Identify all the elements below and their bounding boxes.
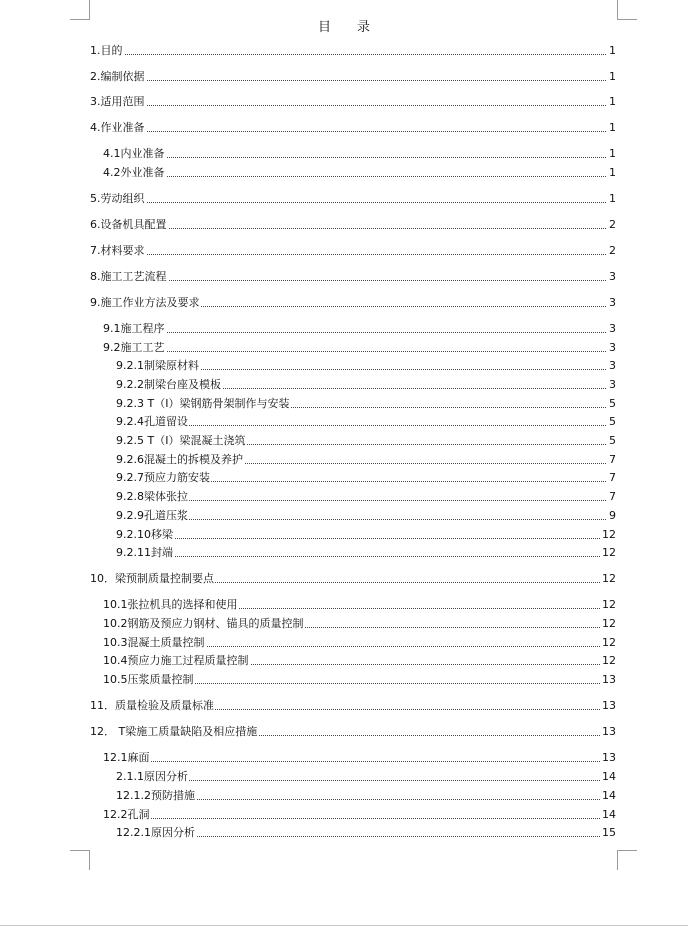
toc-entry-title: 4.作业准备	[90, 121, 145, 134]
toc-entry-title: 5.劳动组织	[90, 192, 145, 205]
toc-page-number: 12	[602, 654, 616, 667]
toc-entry-title: 10.3混凝土质量控制	[103, 636, 205, 649]
toc-page-number: 1	[609, 192, 616, 205]
toc-page-number: 3	[609, 341, 616, 354]
toc-page-number: 12	[602, 546, 616, 559]
toc-entry[interactable]	[0, 724, 688, 740]
toc-entry-title: 12.1.2预防措施	[116, 789, 195, 802]
toc-entry[interactable]	[0, 433, 688, 449]
toc-entry[interactable]	[0, 377, 688, 393]
toc-leader-dots	[103, 818, 608, 819]
toc-entry-title: 8.施工工艺流程	[90, 270, 167, 283]
toc-entry-title: 4.1内业准备	[103, 147, 165, 160]
toc-entry[interactable]	[0, 788, 688, 804]
toc-page-number: 14	[602, 789, 616, 802]
toc-leader-dots	[90, 105, 608, 106]
toc-entry-title: 9.2.3 T（I）梁钢筋骨架制作与安装	[116, 397, 290, 410]
toc-entry[interactable]	[0, 653, 688, 669]
toc-page-number: 2	[609, 218, 616, 231]
toc-entry[interactable]	[0, 769, 688, 785]
toc-leader-dots	[90, 280, 608, 281]
toc-entry-title: 12.2.1原因分析	[116, 826, 195, 839]
toc-entry[interactable]	[0, 635, 688, 651]
toc-page-number: 14	[602, 770, 616, 783]
toc-page-number: 3	[609, 359, 616, 372]
toc-entry[interactable]	[0, 414, 688, 430]
toc-entry[interactable]	[0, 69, 688, 85]
toc-page-number: 1	[609, 70, 616, 83]
toc-page-number: 1	[609, 121, 616, 134]
toc-page-number: 13	[602, 725, 616, 738]
toc-entry-title: 3.适用范围	[90, 95, 145, 108]
toc-entry-title: 6.设备机具配置	[90, 218, 167, 231]
toc-leader-dots	[103, 761, 608, 762]
toc-entry[interactable]	[0, 358, 688, 374]
toc-leader-dots	[116, 780, 608, 781]
toc-entry-title: 10．梁预制质量控制要点	[90, 572, 214, 585]
toc-entry[interactable]	[0, 470, 688, 486]
toc-entry-title: 9.2.2制梁台座及模板	[116, 378, 221, 391]
toc-entry-title: 7.材料要求	[90, 244, 145, 257]
toc-entry[interactable]	[0, 191, 688, 207]
toc-leader-dots	[90, 254, 608, 255]
toc-entry[interactable]	[0, 243, 688, 259]
toc-leader-dots	[90, 131, 608, 132]
toc-leader-dots	[116, 538, 608, 539]
toc-entry-title: 9.2.8梁体张拉	[116, 490, 188, 503]
toc-page-number: 5	[609, 434, 616, 447]
toc-entry[interactable]	[0, 597, 688, 613]
toc-entry-title: 9.2.7预应力筋安装	[116, 471, 210, 484]
toc-entry-title: 9.施工作业方法及要求	[90, 296, 200, 309]
toc-entry[interactable]	[0, 165, 688, 181]
toc-page-number: 3	[609, 270, 616, 283]
toc-entry[interactable]	[0, 340, 688, 356]
toc-leader-dots	[103, 157, 608, 158]
toc-entry[interactable]	[0, 545, 688, 561]
toc-page-number: 3	[609, 378, 616, 391]
toc-page-number: 9	[609, 509, 616, 522]
toc-entry-title: 9.1施工程序	[103, 322, 165, 335]
toc-entry[interactable]	[0, 616, 688, 632]
page-bottom-edge	[0, 925, 688, 926]
toc-leader-dots	[90, 80, 608, 81]
toc-entry[interactable]	[0, 396, 688, 412]
toc-page-number: 12	[602, 636, 616, 649]
toc-entry-title: 4.2外业准备	[103, 166, 165, 179]
margin-mark-bottom-left	[70, 850, 90, 870]
toc-leader-dots	[116, 425, 608, 426]
toc-page-number: 13	[602, 751, 616, 764]
toc-entry[interactable]	[0, 321, 688, 337]
toc-entry-title: 9.2.10移梁	[116, 528, 173, 541]
toc-entry-title: 9.2.6混凝土的拆模及养护	[116, 453, 243, 466]
toc-entry-title: 9.2.5 T（I）梁混凝土浇筑	[116, 434, 246, 447]
toc-title: 目 录	[317, 20, 370, 35]
toc-leader-dots	[116, 519, 608, 520]
toc-page-number: 7	[609, 453, 616, 466]
margin-mark-bottom-right	[617, 850, 637, 870]
toc-leader-dots	[103, 176, 608, 177]
toc-entry[interactable]	[0, 489, 688, 505]
toc-page-number: 12	[602, 572, 616, 585]
toc-entry[interactable]	[0, 672, 688, 688]
toc-entry-title: 2.1.1原因分析	[116, 770, 188, 783]
toc-page-number: 14	[602, 808, 616, 821]
toc-page-number: 1	[609, 147, 616, 160]
toc-page-number: 13	[602, 673, 616, 686]
toc-entry[interactable]	[0, 698, 688, 714]
toc-entry-title: 9.2.9孔道压浆	[116, 509, 188, 522]
toc-entry-title: 12.2孔洞	[103, 808, 150, 821]
toc-page-number: 3	[609, 296, 616, 309]
toc-page-number: 1	[609, 166, 616, 179]
toc-entry-title: 12.1麻面	[103, 751, 150, 764]
toc-entry-title: 9.2.4孔道留设	[116, 415, 188, 428]
toc-entry[interactable]	[0, 94, 688, 110]
toc-leader-dots	[90, 228, 608, 229]
toc-page-number: 12	[602, 617, 616, 630]
toc-entry[interactable]	[0, 825, 688, 841]
toc-entry[interactable]	[0, 452, 688, 468]
toc-page-number: 7	[609, 490, 616, 503]
toc-entry[interactable]	[0, 295, 688, 311]
toc-entry[interactable]	[0, 120, 688, 136]
toc-page-number: 7	[609, 471, 616, 484]
toc-entry-title: 11．质量检验及质量标准	[90, 699, 214, 712]
toc-leader-dots	[103, 351, 608, 352]
toc-entry-title: 2.编制依据	[90, 70, 145, 83]
toc-page-number: 2	[609, 244, 616, 257]
toc-page-number: 12	[602, 598, 616, 611]
toc-entry-title: 9.2施工工艺	[103, 341, 165, 354]
toc-entry-title: 10.1张拉机具的选择和使用	[103, 598, 238, 611]
toc-page-number: 15	[602, 826, 616, 839]
toc-leader-dots	[90, 202, 608, 203]
toc-entry[interactable]	[0, 527, 688, 543]
toc-page-number: 12	[602, 528, 616, 541]
toc-page-number: 3	[609, 322, 616, 335]
toc-entry[interactable]	[0, 571, 688, 587]
toc-entry[interactable]	[0, 269, 688, 285]
toc-leader-dots	[90, 54, 608, 55]
toc-page-number: 1	[609, 44, 616, 57]
toc-entry[interactable]	[0, 217, 688, 233]
toc-entry[interactable]	[0, 43, 688, 59]
toc-page-number: 1	[609, 95, 616, 108]
toc-entry-title: 9.2.11封端	[116, 546, 173, 559]
toc-entry[interactable]	[0, 146, 688, 162]
toc-entry-title: 9.2.1制梁原材料	[116, 359, 199, 372]
toc-page-number: 5	[609, 415, 616, 428]
toc-entry-title: 12． T梁施工质量缺陷及相应措施	[90, 725, 258, 738]
toc-entry[interactable]	[0, 807, 688, 823]
toc-entry-title: 10.4预应力施工过程质量控制	[103, 654, 249, 667]
toc-entry-title: 10.5压浆质量控制	[103, 673, 194, 686]
toc-entry-title: 1.目的	[90, 44, 123, 57]
toc-entry[interactable]	[0, 750, 688, 766]
toc-entry[interactable]	[0, 508, 688, 524]
toc-leader-dots	[103, 332, 608, 333]
toc-page-number: 5	[609, 397, 616, 410]
toc-leader-dots	[116, 556, 608, 557]
toc-entry-title: 10.2钢筋及预应力钢材、锚具的质量控制	[103, 617, 304, 630]
toc-page-number: 13	[602, 699, 616, 712]
toc-leader-dots	[116, 500, 608, 501]
